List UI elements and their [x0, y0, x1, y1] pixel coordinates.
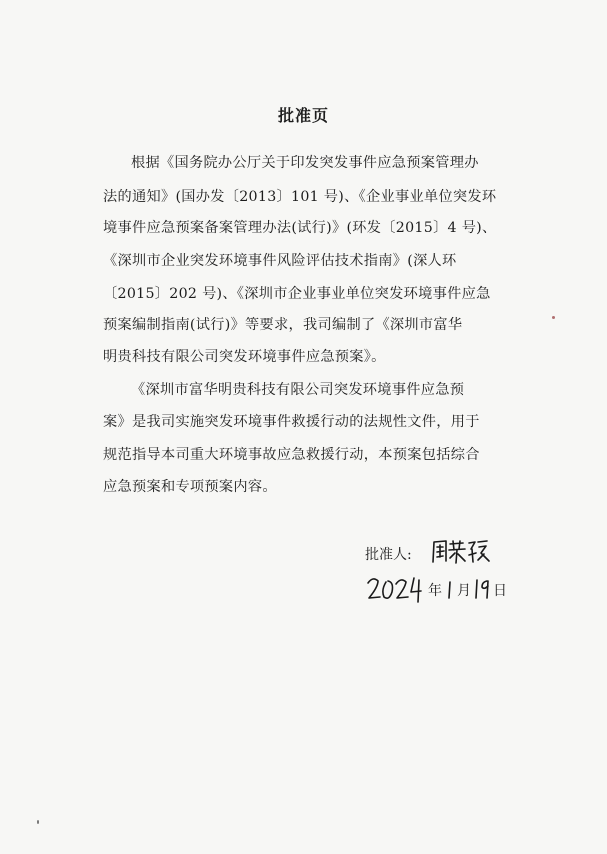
page-title: 批准页: [277, 106, 329, 125]
paragraph-1-line: 法的通知》(国办发〔2013〕101 号)、《企业事业单位突发环: [103, 189, 497, 205]
handwritten-signature: [429, 536, 491, 566]
scan-speck: [37, 820, 39, 824]
paragraph-2-line: 规范指导本司重大环境事故应急救援行动，本预案包括综合: [103, 447, 480, 463]
svg-text:月: 月: [457, 583, 471, 599]
approval-label: 批准人:: [365, 547, 412, 563]
svg-text:年: 年: [428, 583, 442, 599]
paragraph-1-line: 明贵科技有限公司突发环境事件应急预案》。: [103, 349, 386, 365]
paragraph-1-line: 根据《国务院办公厅关于印发突发事件应急预案管理办: [131, 155, 479, 171]
handwritten-date: [366, 574, 516, 606]
paragraph-1-line: 〔2015〕202 号)、《深圳市企业事业单位突发环境事件应急: [103, 286, 491, 302]
paragraph-1-line: 预案编制指南(试行)》等要求，我司编制了《深圳市富华: [103, 317, 463, 333]
paragraph-2-line: 案》是我司实施突发环境事件救援行动的法规性文件，用于: [103, 414, 480, 430]
paragraph-2-line: 《深圳市富华明贵科技有限公司突发环境事件应急预: [131, 382, 465, 398]
svg-text:日: 日: [493, 583, 507, 599]
paragraph-1-line: 《深圳市企业突发环境事件风险评估技术指南》(深人环: [103, 253, 457, 269]
scan-speck: [552, 316, 555, 319]
paragraph-2-line: 应急预案和专项预案内容。: [103, 479, 277, 495]
paragraph-1-line: 境事件应急预案备案管理办法(试行)》(环发〔2015〕4 号)、: [103, 220, 497, 236]
